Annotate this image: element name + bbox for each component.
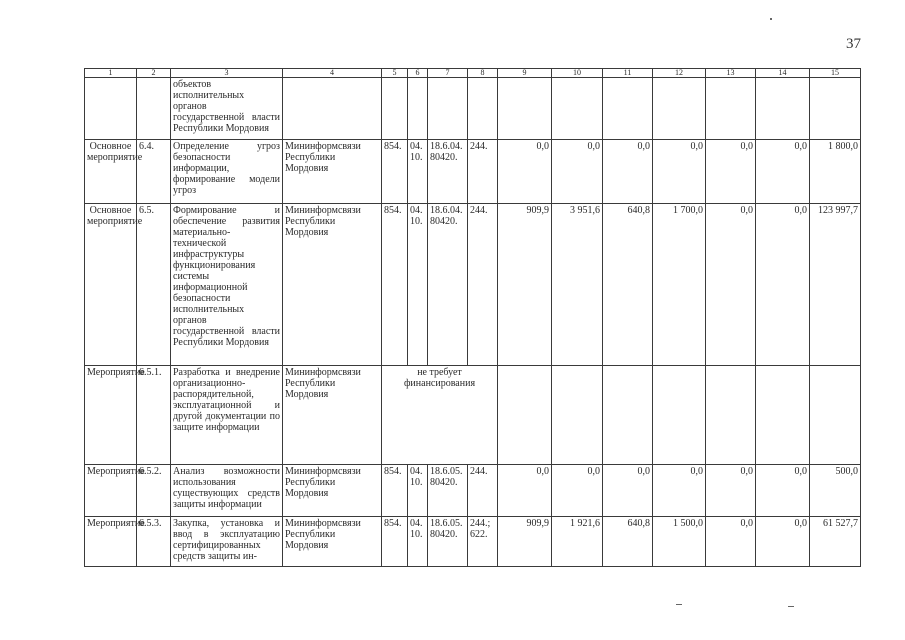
row-csr: 18.6.04. 80420. [428, 140, 468, 204]
row-number [137, 78, 171, 140]
row-value [498, 366, 552, 465]
row-value: 1 700,0 [653, 204, 706, 366]
row-value: 0,0 [706, 204, 756, 366]
row-value: 61 527,7 [810, 517, 861, 567]
table-row [85, 517, 861, 567]
cell [756, 78, 810, 140]
table-row [85, 204, 861, 366]
row-type: Мероприятие [85, 366, 137, 465]
header-cell: 10 [552, 69, 603, 78]
row-csr: 18.6.05. 80420. [428, 517, 468, 567]
row-value: 640,8 [603, 204, 653, 366]
cell [552, 78, 603, 140]
row-value: 1 800,0 [810, 140, 861, 204]
page-number: 37 [846, 36, 861, 52]
header-cell: 12 [653, 69, 706, 78]
row-rzpr: 04. 10. [408, 140, 428, 204]
row-value [706, 366, 756, 465]
row-type [85, 78, 137, 140]
scan-speck [770, 18, 772, 20]
header-cell: 1 [85, 69, 137, 78]
header-cell: 6 [408, 69, 428, 78]
table-row [85, 78, 861, 140]
row-value: 0,0 [756, 517, 810, 567]
header-cell: 13 [706, 69, 756, 78]
cell [428, 78, 468, 140]
row-type: Основное мероприятие [85, 140, 137, 204]
row-value: 0,0 [603, 465, 653, 517]
row-value: 0,0 [706, 517, 756, 567]
row-executor: Мининформсвязи Республики Мордовия [283, 204, 382, 366]
row-name: Анализ возможности использования существующих средств защиты информации [171, 465, 283, 517]
row-grbs: 854. [382, 465, 408, 517]
row-number: 6.5. [137, 204, 171, 366]
header-cell: 2 [137, 69, 171, 78]
row-vr: 244.; 622. [468, 517, 498, 567]
row-number: 6.5.3. [137, 517, 171, 567]
row-value: 1 921,6 [552, 517, 603, 567]
row-value: 909,9 [498, 204, 552, 366]
row-name: Закупка, установка и ввод в эксплуатацию сертифицированных средств защиты ин- [171, 517, 283, 567]
row-name: Разработка и внедрение организационно-распорядительной, эксплуатационной и другой документации по защите информации [171, 366, 283, 465]
table-row [85, 465, 861, 517]
row-value: 0,0 [756, 204, 810, 366]
row-value: 0,0 [653, 465, 706, 517]
cell [653, 78, 706, 140]
row-rzpr: 04. 10. [408, 517, 428, 567]
header-cell: 4 [283, 69, 382, 78]
row-grbs: 854. [382, 140, 408, 204]
row-grbs: 854. [382, 204, 408, 366]
row-value: 0,0 [552, 140, 603, 204]
row-csr: 18.6.04. 80420. [428, 204, 468, 366]
row-rzpr: 04. 10. [408, 465, 428, 517]
row-value: 0,0 [552, 465, 603, 517]
cell [810, 78, 861, 140]
row-value: 0,0 [756, 465, 810, 517]
scan-speck [676, 604, 682, 605]
row-value: 0,0 [756, 140, 810, 204]
row-vr: 244. [468, 465, 498, 517]
row-vr: 244. [468, 140, 498, 204]
row-value: 0,0 [498, 140, 552, 204]
cell [706, 78, 756, 140]
row-value: 500,0 [810, 465, 861, 517]
header-cell: 7 [428, 69, 468, 78]
row-type: Мероприятие [85, 517, 137, 567]
row-value: 909,9 [498, 517, 552, 567]
row-value: 640,8 [603, 517, 653, 567]
cell [498, 78, 552, 140]
cell [408, 78, 428, 140]
row-value: 0,0 [706, 140, 756, 204]
row-rzpr: 04. 10. [408, 204, 428, 366]
header-row [85, 69, 861, 78]
no-funding-note: не требует финансирования [382, 366, 498, 465]
table-row [85, 366, 861, 465]
row-vr: 244. [468, 204, 498, 366]
row-executor: Мининформсвязи Республики Мордовия [283, 465, 382, 517]
row-type: Основное мероприятие [85, 204, 137, 366]
row-value [552, 366, 603, 465]
cell [283, 78, 382, 140]
row-csr: 18.6.05. 80420. [428, 465, 468, 517]
row-number: 6.5.2. [137, 465, 171, 517]
row-value [603, 366, 653, 465]
cell [382, 78, 408, 140]
row-number: 6.4. [137, 140, 171, 204]
row-value [653, 366, 706, 465]
header-cell: 3 [171, 69, 283, 78]
row-value: 123 997,7 [810, 204, 861, 366]
row-value: 3 951,6 [552, 204, 603, 366]
budget-table [84, 68, 861, 567]
header-cell: 9 [498, 69, 552, 78]
table-row [85, 140, 861, 204]
row-value: 1 500,0 [653, 517, 706, 567]
row-value: 0,0 [603, 140, 653, 204]
row-name: Формирование и обеспечение развития материально-технической инфраструктуры функционирования системы информационной безопасности исполнительных органов государственной власти Республики Мордовия [171, 204, 283, 366]
row-executor: Мининформсвязи Республики Мордовия [283, 517, 382, 567]
row-value [756, 366, 810, 465]
row-value: 0,0 [498, 465, 552, 517]
row-type: Мероприятие [85, 465, 137, 517]
row-number: 6.5.1. [137, 366, 171, 465]
cell [468, 78, 498, 140]
row-name: Определение угроз безопасности информации, формирование модели угроз [171, 140, 283, 204]
header-cell: 14 [756, 69, 810, 78]
header-cell: 8 [468, 69, 498, 78]
row-executor: Мининформсвязи Республики Мордовия [283, 140, 382, 204]
header-cell: 11 [603, 69, 653, 78]
row-value: 0,0 [706, 465, 756, 517]
header-cell: 5 [382, 69, 408, 78]
row-grbs: 854. [382, 517, 408, 567]
row-name: объектов исполнительных органов государственной власти Республики Мордовия [171, 78, 283, 140]
row-value: 0,0 [653, 140, 706, 204]
row-executor: Мининформсвязи Республики Мордовия [283, 366, 382, 465]
header-cell: 15 [810, 69, 861, 78]
row-value [810, 366, 861, 465]
scan-speck [788, 606, 794, 607]
cell [603, 78, 653, 140]
